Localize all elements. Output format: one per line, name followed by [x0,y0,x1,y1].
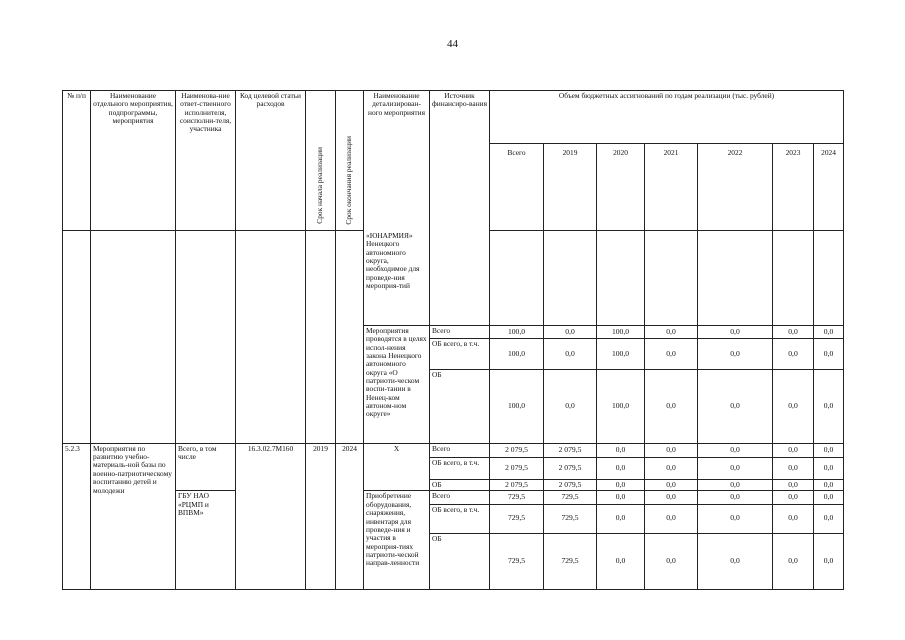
item-523-name: Мероприятия по развитию учебно-материаль-ной базы по военно-патриотическому воспитанию детей и молодежи [91,443,176,589]
value-cell: 0,0 [698,491,773,504]
header-name: Наименование отдельного мероприятия, подпрограммы, мероприятия [91,91,176,231]
value-cell: 0,0 [698,533,773,590]
value-cell: 100,0 [597,325,645,338]
value-cell: 0,0 [814,369,844,443]
value-cell: 0,0 [773,533,814,590]
source-label: ОБ [430,533,490,590]
value-cell: 100,0 [597,339,645,370]
header-num: № п/п [63,91,91,231]
value-cell: 0,0 [773,339,814,370]
header-detail: Наименование детализирован-ного мероприятия [364,91,430,231]
header-executor: Наименова-ние ответ-ственного исполнителя, соисполни-теля, участника [176,91,236,231]
value-cell: 100,0 [490,339,544,370]
header-start-cell [306,91,336,231]
value-cell: 100,0 [490,325,544,338]
value-cell: 0,0 [645,491,698,504]
value-cell: 0,0 [814,504,844,533]
header-year: Всего [490,144,544,231]
value-cell: 0,0 [597,443,645,457]
header-year: 2019 [544,144,597,231]
value-cell: 2 079,5 [544,443,597,457]
value-cell: 0,0 [814,533,844,590]
value-cell: 2 079,5 [544,479,597,491]
cell-empty [430,231,490,325]
source-label: ОБ [430,369,490,443]
value-cell: 729,5 [544,491,597,504]
value-cell: 0,0 [814,339,844,370]
source-label: ОБ всего, в т.ч. [430,339,490,370]
cell-empty [544,231,597,325]
value-cell: 0,0 [645,339,698,370]
value-cell: 2 079,5 [544,458,597,480]
value-cell: 0,0 [544,325,597,338]
source-label: ОБ всего, в т.ч. [430,458,490,480]
value-cell: 0,0 [597,479,645,491]
cell-empty [91,231,176,443]
source-label: Всего [430,491,490,504]
value-cell: 0,0 [698,369,773,443]
value-cell: 100,0 [490,369,544,443]
header-year: 2024 [814,144,844,231]
cell-empty [336,231,364,443]
source-label: Всего [430,443,490,457]
value-cell: 0,0 [597,458,645,480]
header-code: Код целевой статьи расходов [236,91,306,231]
value-cell: 100,0 [597,369,645,443]
value-cell: 729,5 [490,533,544,590]
value-cell: 0,0 [645,369,698,443]
value-cell: 0,0 [645,443,698,457]
value-cell: 0,0 [773,325,814,338]
item-523-executor-total: Всего, в том числе [176,443,236,491]
value-cell: 0,0 [544,339,597,370]
budget-table [62,90,844,590]
source-label: Всего [430,325,490,338]
value-cell: 0,0 [597,504,645,533]
header-end: Срок окончания реализации [344,135,354,225]
item-523-detail-mark: Х [364,443,430,491]
item-523-num: 5.2.3 [63,443,91,589]
cell-empty [698,231,773,325]
event-a-detail: Мероприятия проводятся в целях испол-нения закона Ненецкого автономного округа «О патриоти-ческом воспи-тании в Ненец-ком автоном-ном округе» [364,325,430,443]
value-cell: 0,0 [773,458,814,480]
value-cell: 0,0 [773,504,814,533]
value-cell: 0,0 [597,533,645,590]
header-volume: Объем бюджетных ассигнований по годам реализации (тыс. рублей) [490,91,844,144]
continuation-detail: «ЮНАРМИЯ» Ненецкого автономного округа, необходимое для проведе-ния мероприя-тий [364,231,430,325]
header-year: 2020 [597,144,645,231]
cell-empty [63,231,91,443]
value-cell: 0,0 [773,491,814,504]
value-cell: 2 079,5 [490,443,544,457]
value-cell: 0,0 [814,458,844,480]
value-cell: 0,0 [773,443,814,457]
value-cell: 0,0 [645,325,698,338]
source-label: ОБ [430,479,490,491]
value-cell: 0,0 [698,458,773,480]
cell-empty [306,231,336,443]
value-cell: 0,0 [814,479,844,491]
value-cell: 0,0 [698,504,773,533]
page-number: 44 [447,38,458,50]
value-cell: 729,5 [490,491,544,504]
value-cell: 0,0 [814,325,844,338]
value-cell: 2 079,5 [490,479,544,491]
value-cell: 729,5 [544,533,597,590]
value-cell: 0,0 [698,339,773,370]
item-523-code: 16.3.02.7М160 [236,443,306,589]
cell-empty [176,231,236,443]
header-start: Срок начала реализации [315,147,325,225]
value-cell: 0,0 [597,491,645,504]
value-cell: 0,0 [698,325,773,338]
event-b-detail: Приобретение оборудования, снаряжения, инвентаря для проведе-ния и участия в мероприя-тиях патриоти-ческой направ-ленности [364,491,430,590]
value-cell: 2 079,5 [490,458,544,480]
header-year: 2022 [698,144,773,231]
header-source: Источник финансиро-вания [430,91,490,231]
value-cell: 0,0 [544,369,597,443]
value-cell: 0,0 [645,504,698,533]
value-cell: 0,0 [698,443,773,457]
value-cell: 729,5 [490,504,544,533]
item-523-end: 2024 [336,443,364,589]
value-cell: 0,0 [773,369,814,443]
cell-empty [236,231,306,443]
value-cell: 0,0 [814,443,844,457]
value-cell: 729,5 [544,504,597,533]
cell-empty [773,231,814,325]
cell-empty [645,231,698,325]
cell-empty [814,231,844,325]
value-cell: 0,0 [645,533,698,590]
item-523-executor: ГБУ НАО «РЦМП и ВПВМ» [176,491,236,590]
cell-empty [597,231,645,325]
cell-empty [490,231,544,325]
value-cell: 0,0 [645,458,698,480]
source-label: ОБ всего, в т.ч. [430,504,490,533]
item-523-start: 2019 [306,443,336,589]
value-cell: 0,0 [773,479,814,491]
value-cell: 0,0 [814,491,844,504]
header-end-cell [336,91,364,231]
header-year: 2023 [773,144,814,231]
header-year: 2021 [645,144,698,231]
value-cell: 0,0 [698,479,773,491]
value-cell: 0,0 [645,479,698,491]
